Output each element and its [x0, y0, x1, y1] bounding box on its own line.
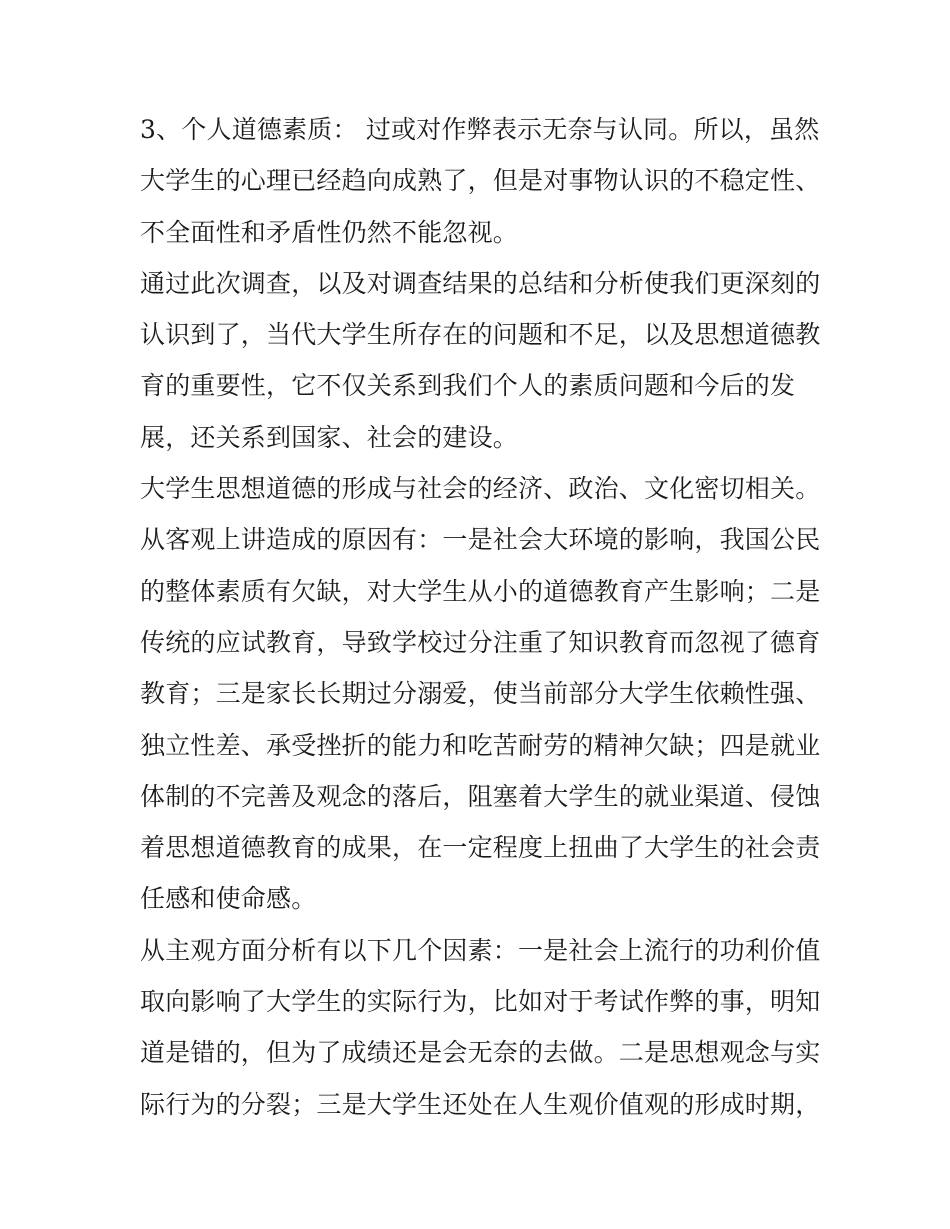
text-line: 通过此次调查，以及对调查结果的总结和分析使我们更深刻的 [140, 268, 821, 298]
text-line: 从客观上讲造成的原因有：一是社会大环境的影响，我国公民 [140, 525, 821, 555]
text-line: 不全面性和矛盾性仍然不能忽视。 [140, 217, 519, 247]
text-line: 传统的应试教育，导致学校过分注重了知识教育而忽视了德育 [140, 627, 821, 657]
text-line: 教育；三是家长长期过分溺爱，使当前部分大学生依赖性强、 [140, 679, 821, 709]
text-line: 道是错的，但为了成绩还是会无奈的去做。二是思想观念与实 [140, 1038, 821, 1068]
text-line: 着思想道德教育的成果，在一定程度上扭曲了大学生的社会责 [140, 833, 821, 863]
text-line: 育的重要性，它不仅关系到我们个人的素质问题和今后的发 [140, 371, 796, 401]
text-line: 大学生思想道德的形成与社会的经济、政治、文化密切相关。 [140, 474, 821, 504]
text-line: 认识到了，当代大学生所存在的问题和不足，以及思想道德教 [140, 320, 821, 350]
body-text [140, 104, 820, 1130]
text-line: 3、个人道德素质： 过或对作弊表示无奈与认同。所以，虽然 [140, 115, 820, 144]
text-line: 从主观方面分析有以下几个因素：一是社会上流行的功利价值 [140, 935, 821, 965]
text-line: 际行为的分裂；三是大学生还处在人生观价值观的形成时期， [140, 1089, 821, 1119]
text-line: 的整体素质有欠缺，对大学生从小的道德教育产生影响；二是 [140, 576, 821, 606]
text-line: 取向影响了大学生的实际行为，比如对于考试作弊的事，明知 [140, 987, 821, 1017]
text-line: 大学生的心理已经趋向成熟了，但是对事物认识的不稳定性、 [140, 166, 821, 196]
text-line: 体制的不完善及观念的落后，阻塞着大学生的就业渠道、侵蚀 [140, 781, 821, 811]
text-line: 独立性差、承受挫折的能力和吃苦耐劳的精神欠缺；四是就业 [140, 730, 821, 760]
text-line: 展，还关系到国家、社会的建设。 [140, 422, 519, 452]
text-line: 任感和使命感。 [140, 884, 317, 914]
